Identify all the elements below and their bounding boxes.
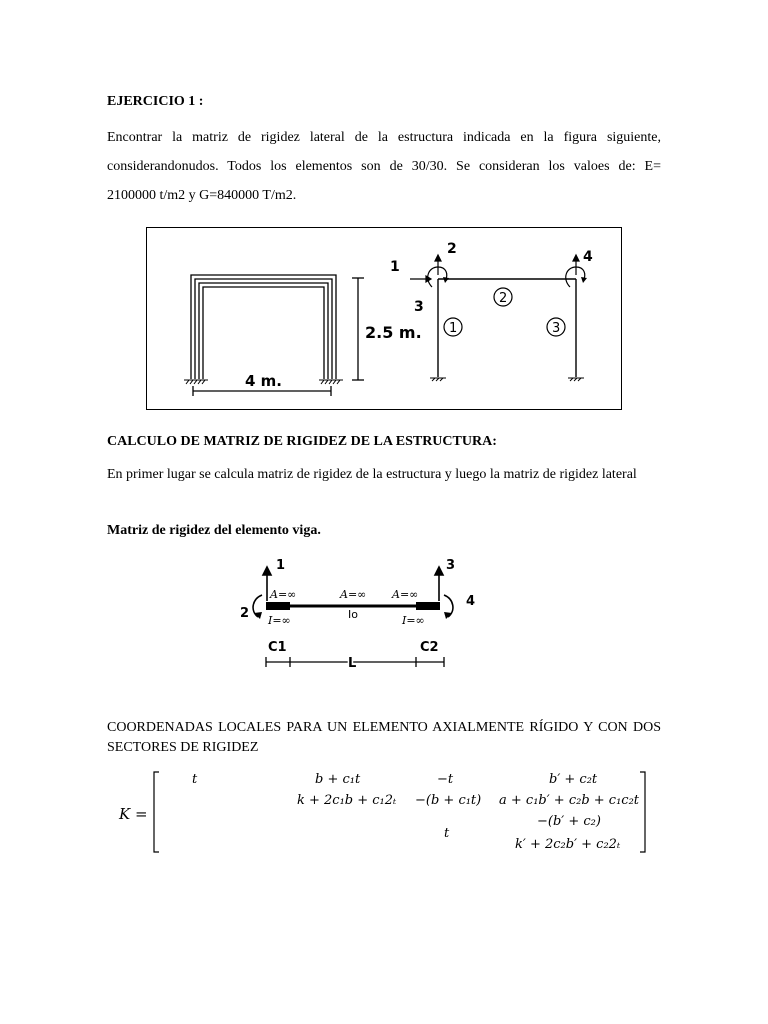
exercise-heading: EJERCICIO 1 :	[107, 94, 204, 109]
span-label: 4 m.	[245, 372, 282, 390]
beam-dof-label-3: 3	[446, 558, 456, 573]
matrix-cell: −t	[437, 772, 454, 787]
a-inf-mid: A=∞	[340, 588, 367, 601]
length-label: L	[348, 656, 357, 671]
intro-line-2: considerandonudos. Todos los elementos son de 30/30. Se consideran los valoes de: E=	[107, 159, 661, 174]
matrix-cell: k + 2c₁b + c₁2ₜ	[297, 793, 397, 808]
dof-label-2: 2	[447, 241, 457, 257]
stiffness-matrix	[107, 770, 661, 856]
section-title: CALCULO DE MATRIZ DE RIGIDEZ DE LA ESTRUCTURA:	[107, 434, 497, 449]
subsection-title: Matriz de rigidez del elemento viga.	[107, 523, 321, 538]
dof-label-4: 4	[583, 249, 593, 265]
coords-title: COORDENADAS LOCALES PARA UN ELEMENTO AXIALMENTE RÍGIDO Y CON DOS SECTORES DE RIGIDEZ	[107, 720, 661, 755]
i-inf-right: I=∞	[402, 614, 425, 627]
matrix-cell: a + c₁b′ + c₂b + c₁c₂t	[499, 793, 640, 808]
element-label-2: 2	[499, 291, 508, 306]
matrix-cell: −(b + c₁t)	[415, 793, 482, 808]
left-bracket	[151, 770, 163, 854]
element-label-3: 3	[552, 321, 561, 336]
beam-dof-3-arrow	[435, 567, 443, 601]
matrix-cell: b + c₁t	[315, 772, 361, 787]
matrix-cell: t	[192, 772, 198, 787]
io-label: Io	[348, 608, 358, 621]
matrix-cell: −(b′ + c₂)	[537, 814, 601, 829]
matrix-lhs: K =	[119, 805, 148, 823]
c1-label: C1	[268, 640, 287, 655]
a-inf-right: A=∞	[392, 588, 419, 601]
height-label: 2.5 m.	[365, 323, 422, 342]
portal-frame-figure	[146, 227, 622, 411]
matrix-cell: b′ + c₂t	[549, 772, 598, 787]
element-label-1: 1	[449, 321, 458, 336]
intro-line-3: 2100000 t/m2 y G=840000 T/m2.	[107, 188, 297, 203]
dof-label-3: 3	[414, 299, 424, 315]
section-text: En primer lugar se calcula matriz de rigidez de la estructura y luego la matriz de rigidez lateral	[107, 467, 637, 482]
right-bracket	[637, 770, 649, 854]
matrix-cell: t	[444, 826, 450, 841]
beam-dof-label-2: 2	[240, 606, 250, 621]
beam-dof-label-4: 4	[466, 594, 476, 609]
c2-label: C2	[420, 640, 439, 655]
a-inf-left: A=∞	[270, 588, 297, 601]
dof-label-1: 1	[390, 259, 400, 275]
beam-dof-label-1: 1	[276, 558, 286, 573]
i-inf-left: I=∞	[268, 614, 291, 627]
beam-element-figure	[240, 555, 480, 675]
matrix-cell: k′ + 2c₂b′ + c₂2ₜ	[515, 837, 621, 852]
intro-line-1: Encontrar la matriz de rigidez lateral de la estructura indicada en la figura siguiente,	[107, 130, 661, 145]
